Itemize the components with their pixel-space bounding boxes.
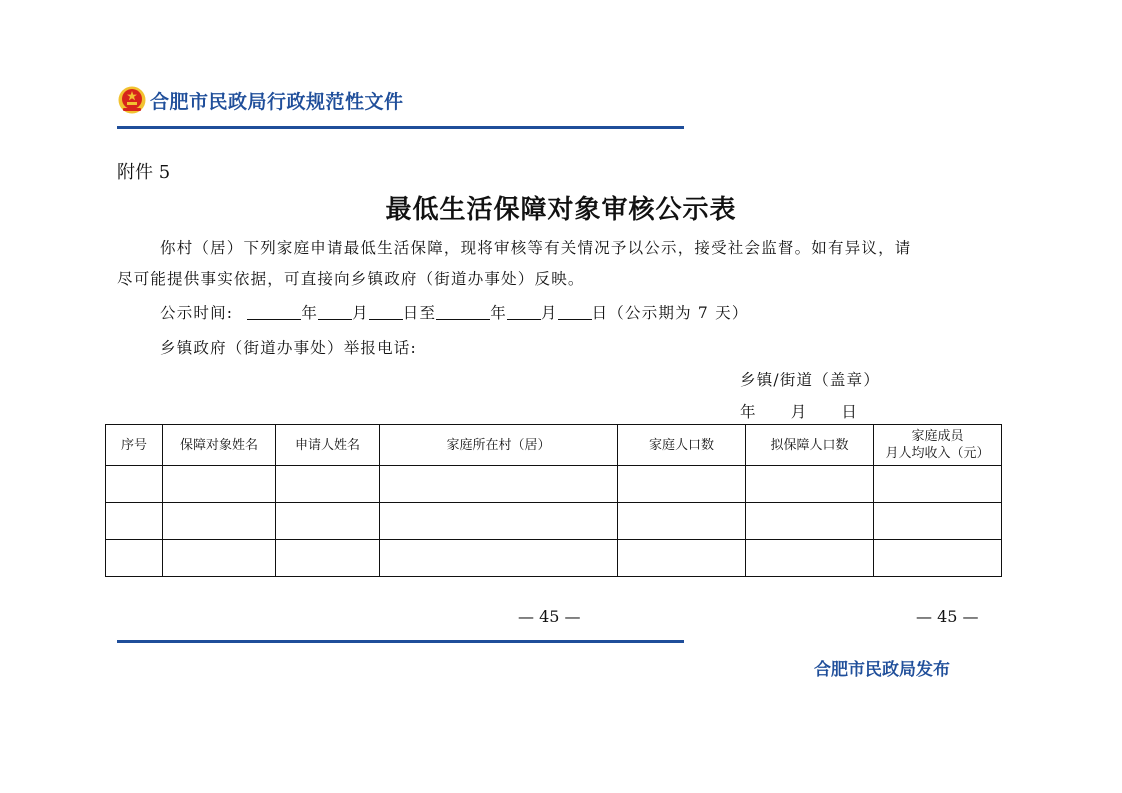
- intro-paragraph-line-1: 你村（居）下列家庭申请最低生活保障，现将审核等有关情况予以公示，接受社会监督。如有异议，请: [160, 239, 912, 257]
- table-header-row: [106, 425, 1002, 466]
- header-target-name: 保障对象姓名: [163, 425, 276, 466]
- table-cell: [618, 503, 746, 540]
- date-month-label: 月: [790, 403, 808, 421]
- notice-table: [105, 424, 1002, 577]
- national-emblem-icon: [118, 86, 146, 114]
- table-cell: [276, 503, 380, 540]
- table-cell: [163, 466, 276, 503]
- table-cell: [380, 503, 618, 540]
- end-month-blank: [507, 304, 541, 321]
- start-month-blank: [318, 304, 352, 321]
- table-cell: [746, 503, 874, 540]
- start-day-blank: [369, 304, 403, 321]
- table-cell: [618, 540, 746, 577]
- hotline-label: 乡镇政府（街道办事处）举报电话:: [160, 339, 417, 357]
- end-month-label: 月: [540, 304, 558, 322]
- table-cell: [746, 540, 874, 577]
- start-day-to-label: 日至: [402, 304, 437, 322]
- notice-period-note: （公示期为 7 天）: [608, 304, 749, 322]
- table-cell: [276, 466, 380, 503]
- table-row: [106, 466, 1002, 503]
- start-year-label: 年: [301, 304, 319, 322]
- table-cell: [618, 466, 746, 503]
- header-seq: 序号: [106, 425, 163, 466]
- header-household-size: 家庭人口数: [618, 425, 746, 466]
- footer-rule: [117, 640, 684, 643]
- table-cell: [380, 466, 618, 503]
- header-village: 家庭所在村（居）: [380, 425, 618, 466]
- page-number-left: — 45 —: [518, 607, 581, 626]
- seal-label: 乡镇/街道（盖章）: [740, 371, 881, 389]
- date-year-label: 年: [740, 403, 757, 421]
- publisher-label: 合肥市民政局发布: [814, 660, 950, 680]
- header-monthly-income-line-1: 家庭成员: [911, 429, 964, 444]
- signature-date-line: [740, 400, 892, 422]
- end-day-label: 日: [591, 304, 609, 322]
- end-year-blank: [436, 304, 490, 321]
- table-cell: [163, 503, 276, 540]
- table-cell: [106, 540, 163, 577]
- table-cell: [106, 503, 163, 540]
- start-year-blank: [247, 304, 301, 321]
- table-cell: [746, 466, 874, 503]
- start-month-label: 月: [352, 304, 369, 322]
- document-title: 最低生活保障对象审核公示表: [385, 195, 737, 225]
- table-cell: [276, 540, 380, 577]
- notice-period-label: 公示时间:: [160, 304, 234, 322]
- table-cell: [380, 540, 618, 577]
- table-row: [106, 540, 1002, 577]
- header-applicant-name: 申请人姓名: [276, 425, 380, 466]
- end-day-blank: [558, 304, 592, 321]
- header-rule: [117, 126, 684, 129]
- table-cell: [163, 540, 276, 577]
- table-cell: [874, 540, 1002, 577]
- notice-period-line: [160, 301, 749, 323]
- table-row: [106, 503, 1002, 540]
- header-title: 合肥市民政局行政规范性文件: [150, 91, 404, 113]
- table-cell: [106, 466, 163, 503]
- table-cell: [874, 466, 1002, 503]
- header-monthly-income-line-2: 月人均收入（元）: [885, 446, 990, 461]
- table-cell: [874, 503, 1002, 540]
- attachment-label: 附件 5: [117, 162, 171, 183]
- page-number-right: — 45 —: [916, 607, 979, 626]
- intro-paragraph-line-2: 尽可能提供事实依据，可直接向乡镇政府（街道办事处）反映。: [117, 270, 585, 288]
- header-monthly-income: [874, 425, 1002, 466]
- end-year-label: 年: [490, 304, 507, 322]
- date-day-label: 日: [841, 403, 859, 421]
- header-covered-size: 拟保障人口数: [746, 425, 874, 466]
